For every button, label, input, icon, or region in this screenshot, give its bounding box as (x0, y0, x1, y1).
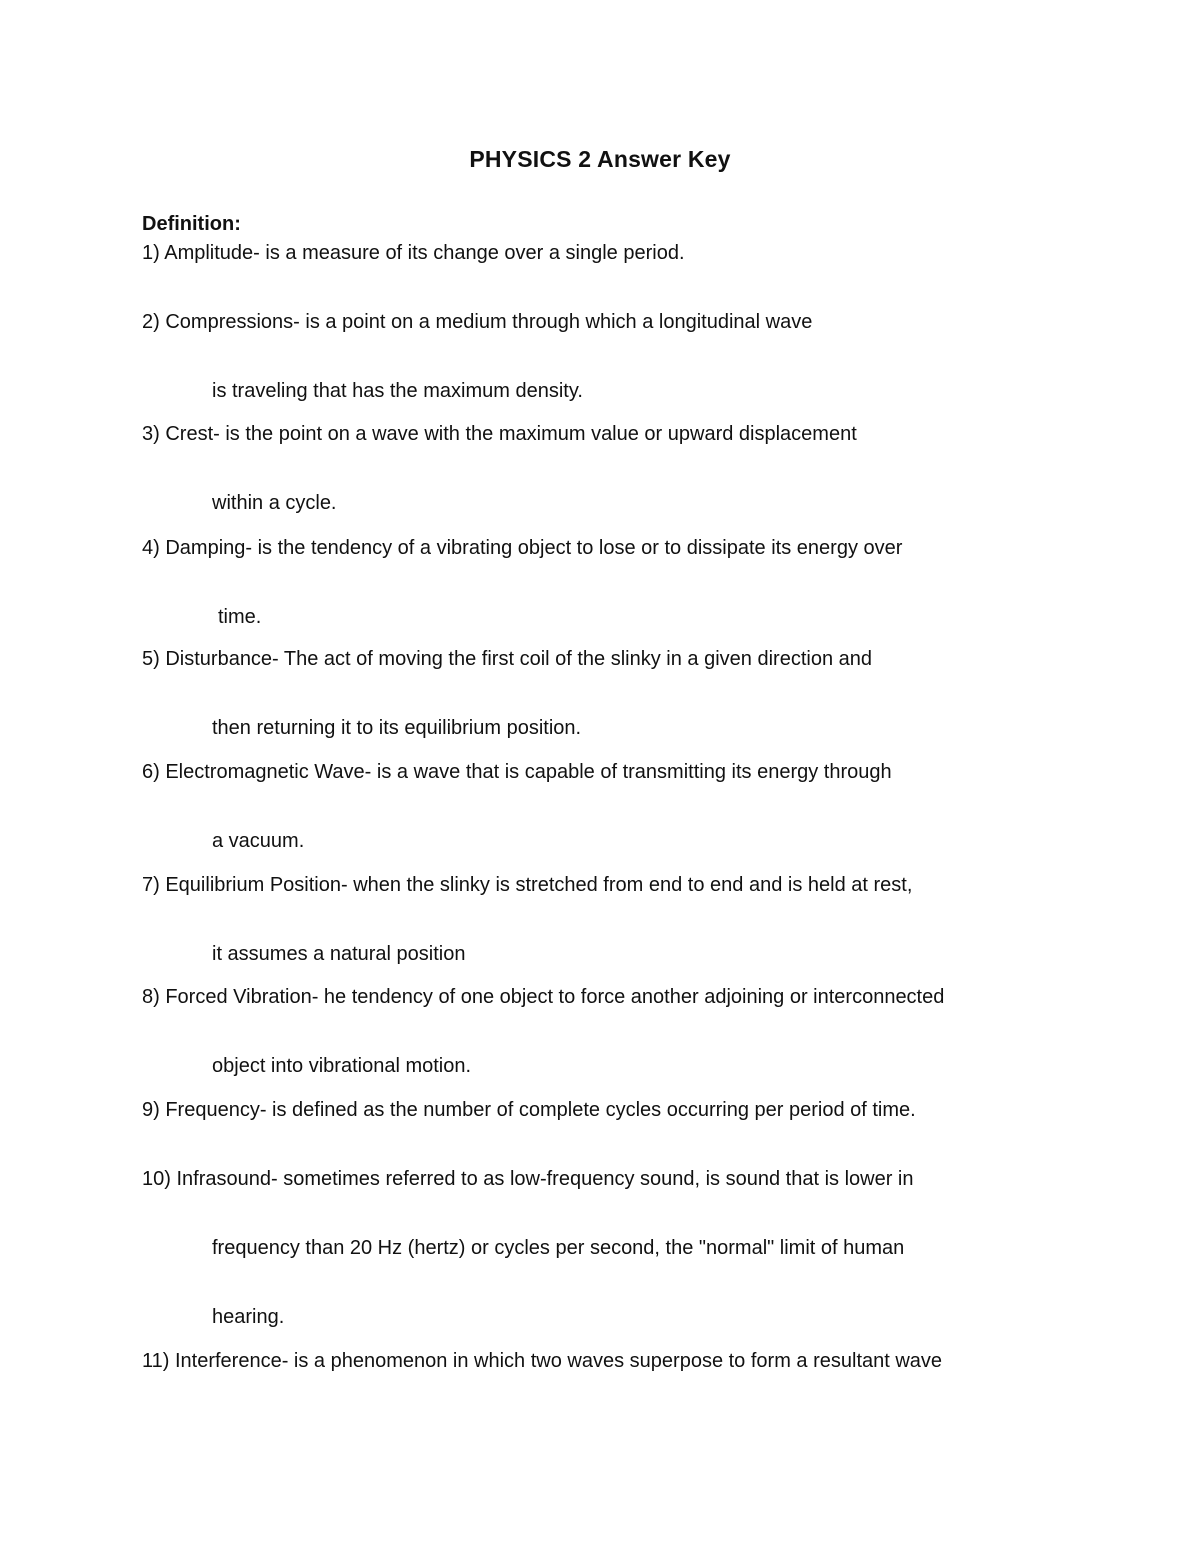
definition-continuation: is traveling that has the maximum density. (212, 380, 583, 402)
definition-continuation: hearing. (212, 1306, 285, 1328)
definition-continuation: it assumes a natural position (212, 943, 466, 965)
definition-line: 1) Amplitude- is a measure of its change over a single period. (142, 242, 685, 264)
definition-line: 2) Compressions- is a point on a medium through which a longitudinal wave (142, 311, 813, 333)
definition-line: 7) Equilibrium Position- when the slinky is stretched from end to end and is held at rest, (142, 874, 913, 896)
definition-line: 11) Interference- is a phenomenon in which two waves superpose to form a resultant wave (142, 1350, 943, 1372)
definition-continuation: time. (218, 606, 262, 628)
definition-line: 10) Infrasound- sometimes referred to as low-frequency sound, is sound that is lower in (142, 1168, 914, 1190)
definition-continuation: a vacuum. (212, 830, 305, 852)
definition-line: 4) Damping- is the tendency of a vibrating object to lose or to dissipate its energy over (142, 537, 903, 559)
section-heading: Definition: (142, 213, 241, 235)
definition-line: 9) Frequency- is defined as the number of complete cycles occurring per period of time. (142, 1099, 916, 1121)
definition-continuation: then returning it to its equilibrium position. (212, 717, 582, 739)
definition-continuation: frequency than 20 Hz (hertz) or cycles per second, the "normal" limit of human (212, 1237, 905, 1259)
definition-line: 8) Forced Vibration- he tendency of one object to force another adjoining or interconnected (142, 986, 945, 1008)
definition-line: 5) Disturbance- The act of moving the first coil of the slinky in a given direction and (142, 648, 872, 670)
definition-line: 6) Electromagnetic Wave- is a wave that is capable of transmitting its energy through (142, 761, 892, 783)
document-title: PHYSICS 2 Answer Key (469, 146, 731, 172)
definition-line: 3) Crest- is the point on a wave with the maximum value or upward displacement (142, 423, 857, 445)
definition-continuation: within a cycle. (212, 492, 337, 514)
definition-continuation: object into vibrational motion. (212, 1055, 472, 1077)
